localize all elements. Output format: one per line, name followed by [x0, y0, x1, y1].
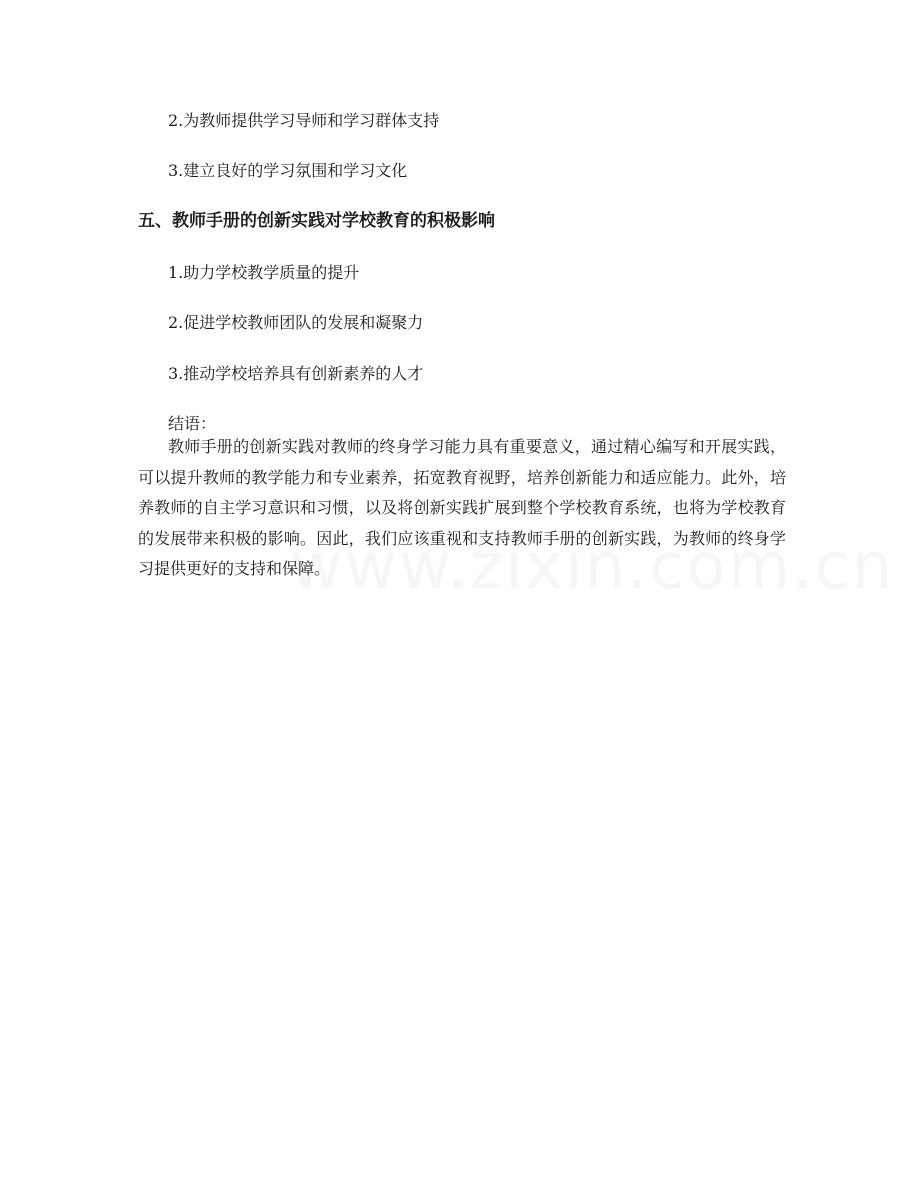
watermark [290, 530, 894, 604]
list-item-teacher-team: 2.促进学校教师团队的发展和凝聚力 [168, 313, 424, 332]
conclusion-paragraph: 教师手册的创新实践对教师的终身学习能力具有重要意义，通过精心编写和开展实践，可以提升教师的教学能力和专业素养，拓宽教育视野，培养创新能力和适应能力。此外，培养教师的自主学习意识和习惯，以及将创新实践扩展到整个学校教育系统，也将为学校教育的发展带来积极的影响。因此，我们应该重视和支持教师手册的创新实践，为教师的终身学习提供更好的支持和保障。 [138, 437, 786, 578]
list-item-innovative-talent: 3.推动学校培养具有创新素养的人才 [168, 364, 424, 383]
list-item-learning-mentor: 2.为教师提供学习导师和学习群体支持 [168, 111, 440, 130]
list-item-learning-culture: 3.建立良好的学习氛围和学习文化 [168, 161, 408, 180]
section-heading: 五、教师手册的创新实践对学校教育的积极影响 [138, 211, 495, 231]
list-item-teaching-quality: 1.助力学校教学质量的提升 [168, 263, 360, 282]
conclusion-label: 结语： [168, 414, 217, 433]
